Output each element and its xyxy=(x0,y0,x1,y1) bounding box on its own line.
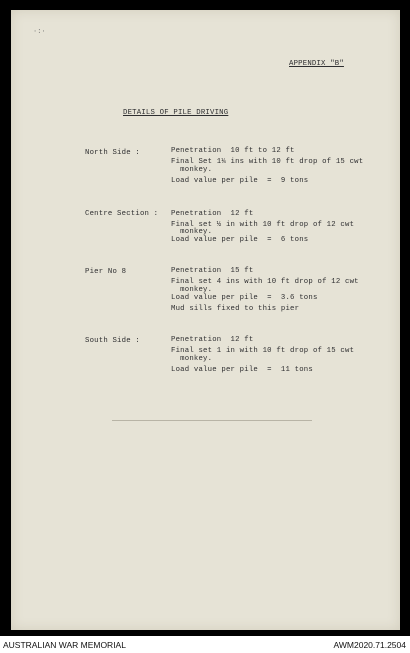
document-page xyxy=(11,10,400,630)
pier-penetration: Penetration 15 ft xyxy=(171,267,254,275)
centre-final-set: Final set ½ in with 10 ft drop of 12 cwt xyxy=(171,221,355,229)
closing-rule xyxy=(112,420,312,421)
north-penetration: Penetration 10 ft to 12 ft xyxy=(171,147,295,155)
archive-footer xyxy=(0,636,410,653)
centre-load-value: Load value per pile = 6 tons xyxy=(171,236,309,244)
section-label-pier-no-8: Pier No 8 xyxy=(85,268,127,276)
north-final-set: Final Set 1¼ ins with 10 ft drop of 15 cwt xyxy=(171,158,364,166)
north-load-value: Load value per pile = 9 tons xyxy=(171,177,309,185)
south-final-set: Final set 1 in with 10 ft drop of 15 cwt xyxy=(171,347,355,355)
pier-mud-sills: Mud sills fixed to this pier xyxy=(171,305,300,313)
section-label-south-side: South Side : xyxy=(85,337,140,345)
footer-institution: AUSTRALIAN WAR MEMORIAL xyxy=(3,640,126,650)
centre-penetration: Penetration 12 ft xyxy=(171,210,254,218)
section-label-north-side: North Side : xyxy=(85,149,140,157)
appendix-heading: APPENDIX "B" xyxy=(289,60,344,68)
south-load-value: Load value per pile = 11 tons xyxy=(171,366,313,374)
document-title: DETAILS OF PILE DRIVING xyxy=(123,109,229,117)
ink-mark: ·:· xyxy=(33,28,46,36)
pier-monkey: monkey. xyxy=(171,286,213,294)
south-monkey: monkey. xyxy=(171,355,213,363)
footer-accession-number: AWM2020.71.2504 xyxy=(333,640,406,650)
centre-monkey: monkey. xyxy=(171,228,213,236)
pier-final-set: Final set 4 ins with 10 ft drop of 12 cwt xyxy=(171,278,359,286)
north-monkey: monkey. xyxy=(171,166,213,174)
pier-load-value: Load value per pile = 3.6 tons xyxy=(171,294,318,302)
section-label-centre-section: Centre Section : xyxy=(85,210,159,218)
south-penetration: Penetration 12 ft xyxy=(171,336,254,344)
